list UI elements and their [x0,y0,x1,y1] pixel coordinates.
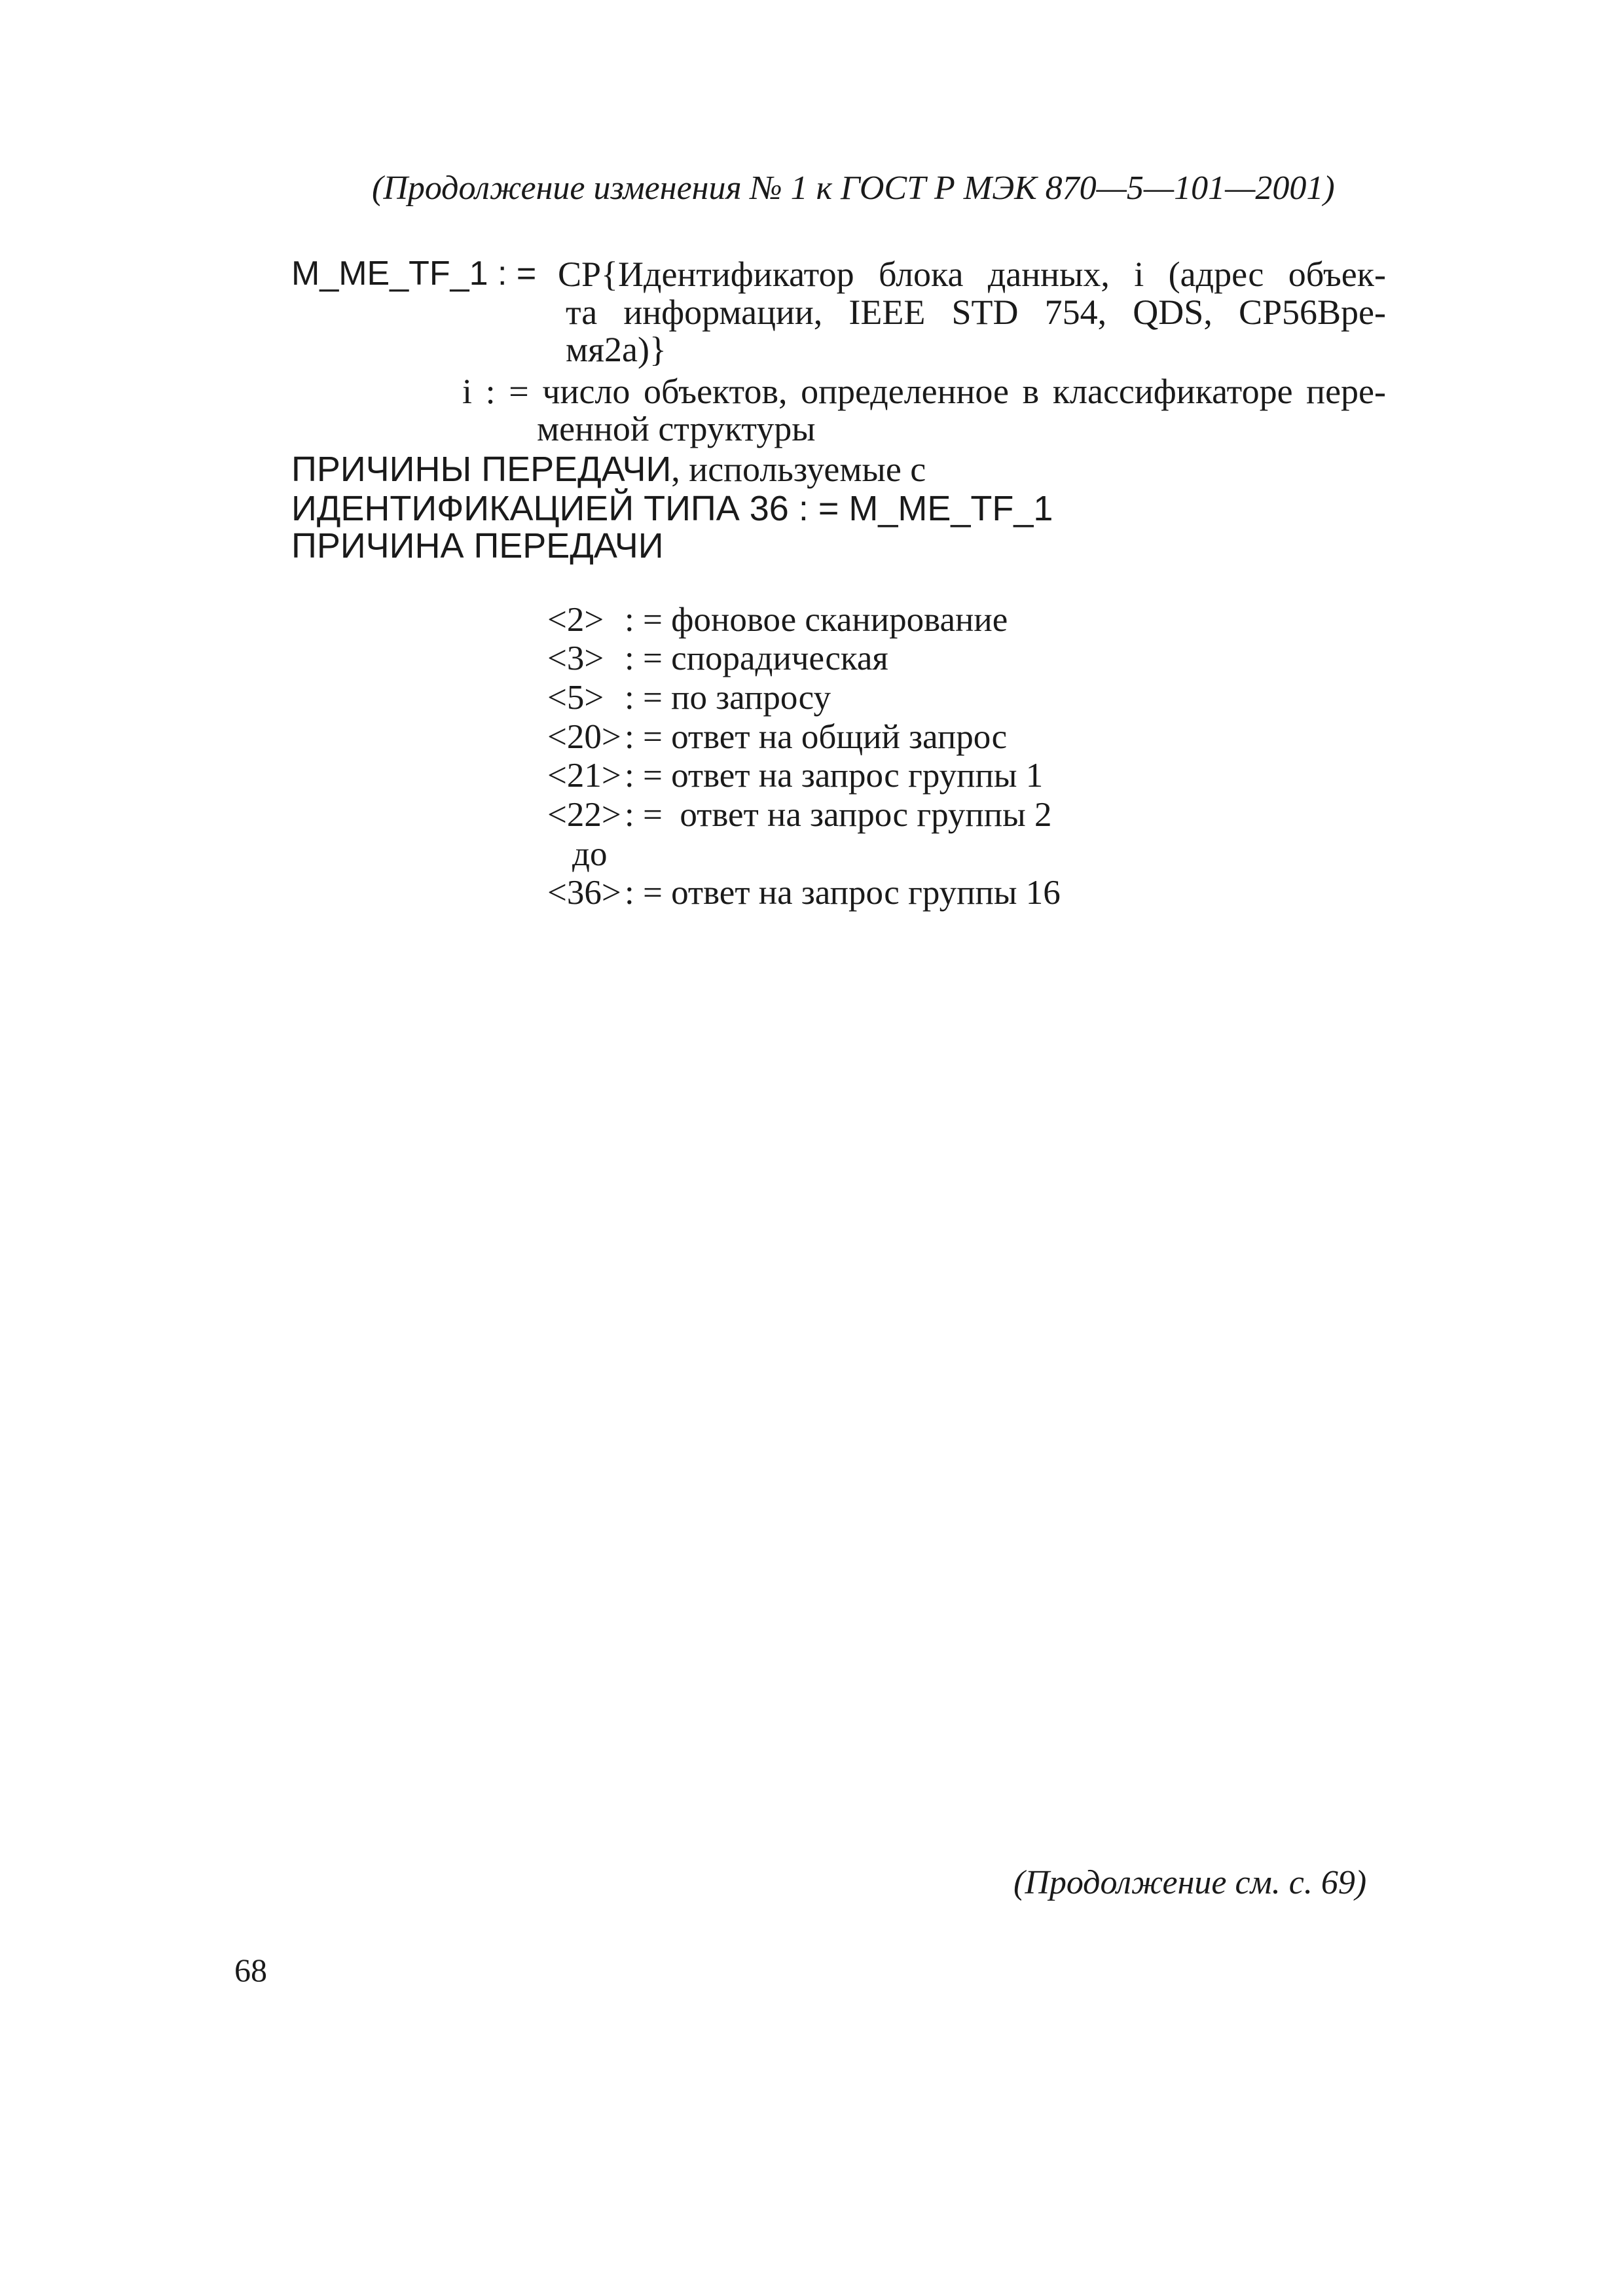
section-title-line-2: ИДЕНТИФИКАЦИЕЙ ТИПА 36 : = M_ME_TF_1 [291,489,1053,528]
cause-code: до [572,835,608,873]
cause-text: : = ответ на запрос группы 2 [625,796,1052,834]
cause-text: : = ответ на запрос группы 16 [625,874,1061,912]
cause-code: <5> [547,679,604,717]
cause-code: <3> [547,639,604,677]
cause-text: : = ответ на общий запрос [625,718,1008,756]
definition-line-2: та информации, IEEE STD 754, QDS, СР56Вре- [566,293,1386,332]
type-identifier: M_ME_TF_1 : = [291,255,537,293]
cause-row [513,841,1061,945]
cause-text: : = спорадическая [625,639,888,677]
section-title-line-1 [291,452,926,487]
cause-code: <36> [547,874,621,912]
i-definition-line-2: менной структуры [537,409,816,448]
section-subtitle: ПРИЧИНА ПЕРЕДАЧИ [291,526,664,565]
footer-continuation: (Продолжение см. с. 69) [1013,1864,1367,1901]
definition-line-1: CP{Идентификатор блока данных, i (адрес объек- [558,255,1386,294]
section-title-rest: , используемые с [671,450,926,489]
cause-code: <20> [547,718,621,756]
cause-text: : = по запросу [625,679,831,717]
page-number: 68 [234,1952,267,1988]
cause-text: : = фоновое сканирование [625,601,1008,639]
cause-code: <21> [547,757,621,795]
definition-line-3: мя2а)} [566,330,666,369]
cause-text: : = ответ на запрос группы 1 [625,757,1044,795]
header-continuation: (Продолжение изменения № 1 к ГОСТ Р МЭК 870—5—101—2001) [372,170,1335,207]
cause-code: <2> [547,601,604,639]
cause-code: <22> [547,796,621,834]
section-title-caps: ПРИЧИНЫ ПЕРЕДАЧИ [291,450,672,489]
i-definition-line-1: i : = число объектов, определенное в классификаторе пере- [462,372,1386,411]
